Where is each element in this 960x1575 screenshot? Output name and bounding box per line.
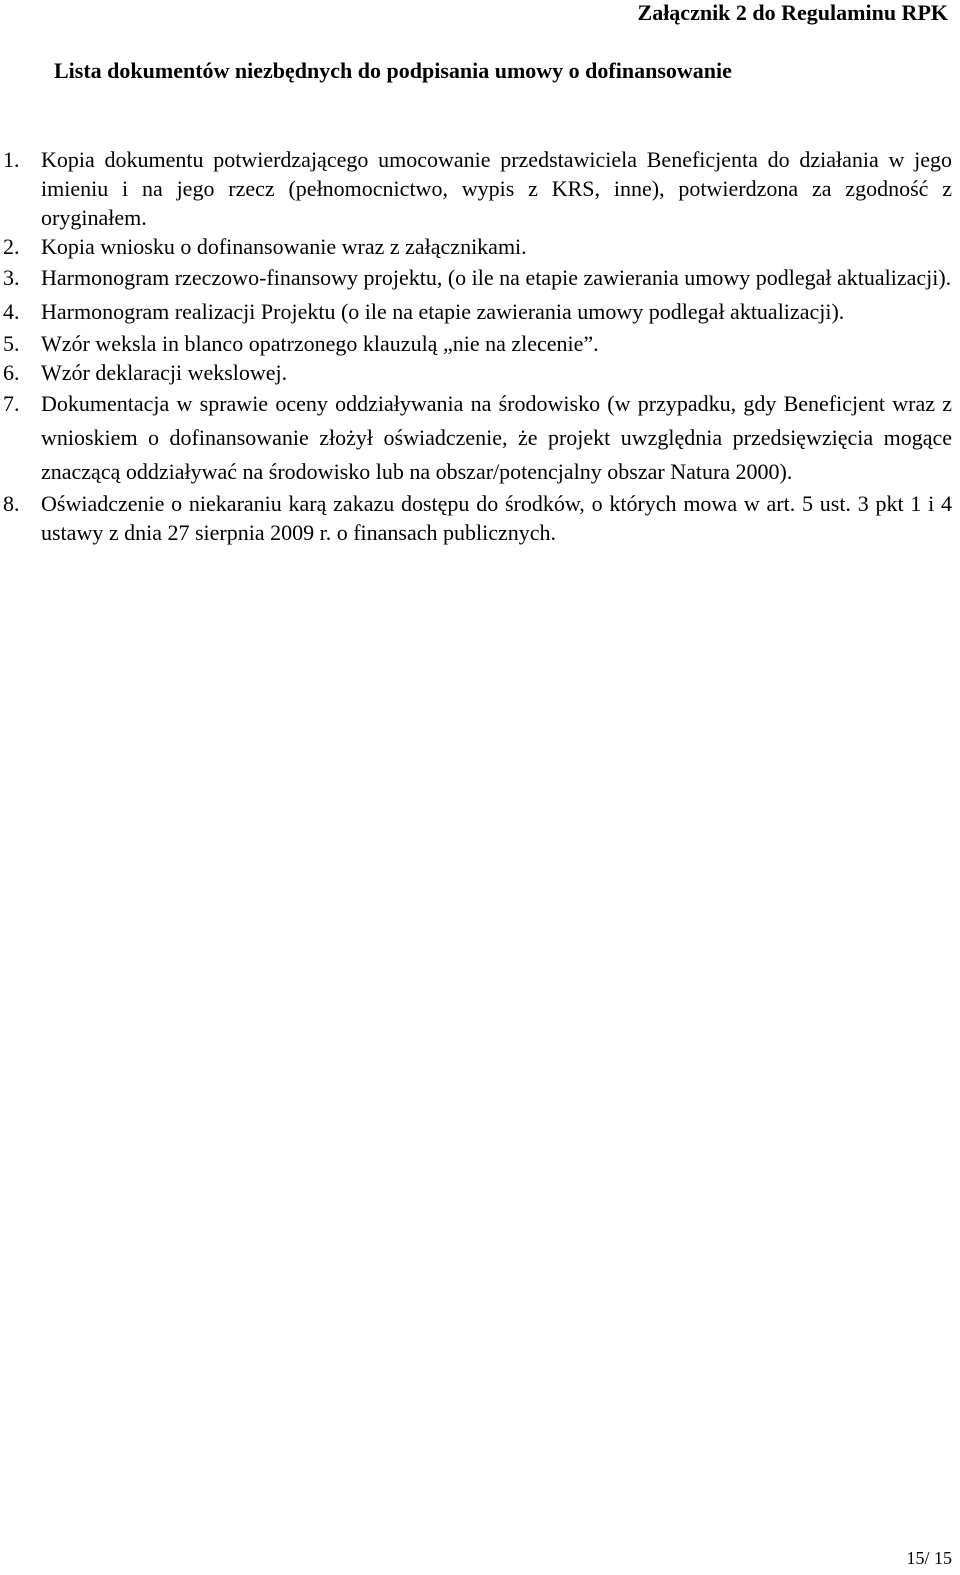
item-text: Oświadczenie o niekaraniu karą zakazu dostępu do środków, o których mowa w art. 5 ust. 3 pkt 1 i 4 ustawy z dnia 27 sierpnia 2009 r. o finansach publicznych. — [41, 491, 952, 545]
document-title: Lista dokumentów niezbędnych do podpisania umowy o dofinansowanie — [54, 58, 732, 83]
list-item-7 — [0, 387, 952, 489]
item-text: Kopia dokumentu potwierdzającego umocowanie przedstawiciela Beneficjenta do działania w jego imieniu i na jego rzecz (pełnomocnictwo, wypis z KRS, inne), potwierdzona za zgodność z oryginałem. — [41, 147, 952, 230]
list-item-2 — [0, 232, 952, 261]
item-number: 3. — [3, 265, 20, 290]
item-number: 7. — [3, 391, 20, 416]
item-number: 5. — [3, 331, 20, 356]
item-text: Harmonogram realizacji Projektu (o ile na etapie zawierania umowy podlegał aktualizacji). — [41, 299, 845, 324]
item-text: Wzór weksla in blanco opatrzonego klauzulą „nie na zlecenie”. — [41, 331, 599, 356]
list-item-1 — [0, 145, 952, 232]
item-text: Wzór deklaracji wekslowej. — [41, 360, 288, 385]
list-item-4 — [0, 295, 952, 329]
item-text: Dokumentacja w sprawie oceny oddziaływania na środowisko (w przypadku, gdy Beneficjent wraz z wnioskiem o dofinansowanie złożył oświadczenie, że projekt uwzględnia przedsięwzięcia mogące znaczącą oddziaływać na środowisko lub na obszar/potencjalny obszar Natura 2000). — [41, 391, 952, 484]
list-item-6 — [0, 358, 952, 387]
list-item-3 — [0, 261, 952, 295]
list-item-5 — [0, 329, 952, 358]
page-number: 15/ 15 — [906, 1548, 952, 1568]
item-number: 4. — [3, 299, 20, 324]
item-number: 6. — [3, 360, 20, 385]
required-documents-list — [0, 145, 952, 547]
annex-label: Załącznik 2 do Regulaminu RPK — [637, 0, 948, 25]
list-item-8 — [0, 489, 952, 547]
item-number: 2. — [3, 234, 20, 259]
item-text: Kopia wniosku o dofinansowanie wraz z załącznikami. — [41, 234, 527, 259]
item-number: 8. — [3, 491, 20, 516]
item-text: Harmonogram rzeczowo-finansowy projektu, (o ile na etapie zawierania umowy podlegał aktualizacji). — [41, 265, 952, 290]
item-number: 1. — [3, 147, 20, 172]
